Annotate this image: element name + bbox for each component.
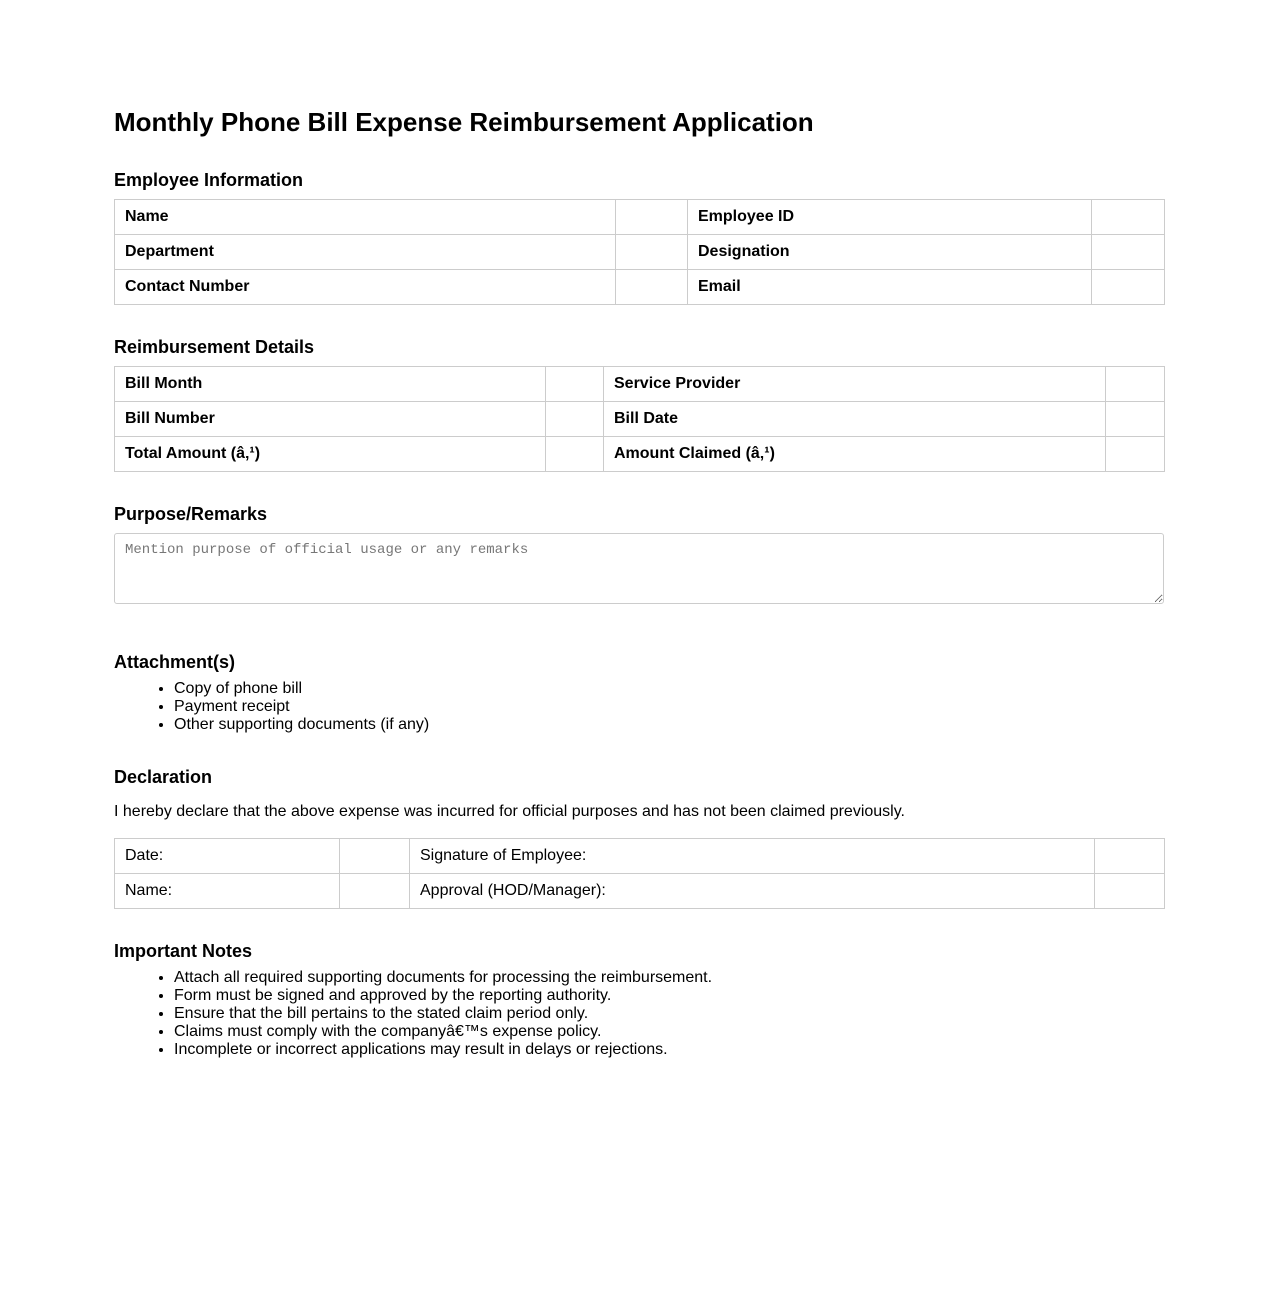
list-item: • Incomplete or incorrect applications may result in delays or rejections. [174,1041,712,1059]
table-row [115,437,1165,472]
contact-number-label: Contact Number [115,270,616,305]
declaration-table [114,838,1165,909]
name-label: Name [115,200,616,235]
page-title: Monthly Phone Bill Expense Reimbursement Application [114,107,814,137]
list-item: • Payment receipt [174,698,429,716]
notes-list [114,969,712,1059]
designation-label: Designation [688,235,1092,270]
purpose-remarks-textarea[interactable] [114,533,1164,604]
signature-value-cell[interactable] [1095,839,1165,874]
purpose-heading: Purpose/Remarks [114,504,268,524]
name-value-cell[interactable] [616,200,688,235]
bill-date-value-cell[interactable] [1106,402,1165,437]
declaration-name-value-cell[interactable] [340,874,410,909]
service-provider-value-cell[interactable] [1106,367,1165,402]
table-row [115,270,1165,305]
table-row [115,200,1165,235]
table-row [115,402,1165,437]
amount-claimed-value-cell[interactable] [1106,437,1165,472]
signature-label: Signature of Employee: [410,839,1095,874]
table-row [115,367,1165,402]
amount-claimed-label: Amount Claimed (â‚¹) [604,437,1106,472]
table-row [115,874,1165,909]
employee-info-table [114,199,1165,305]
bill-month-label: Bill Month [115,367,546,402]
email-label: Email [688,270,1092,305]
bill-date-label: Bill Date [604,402,1106,437]
employee-info-heading: Employee Information [114,170,304,190]
list-item: • Claims must comply with the companyâ€™s expense policy. [174,1023,712,1041]
date-value-cell[interactable] [340,839,410,874]
list-item: • Attach all required supporting documents for processing the reimbursement. [174,969,712,987]
bill-month-value-cell[interactable] [546,367,604,402]
notes-heading: Important Notes [114,941,253,961]
declaration-name-label: Name: [115,874,340,909]
list-item: • Ensure that the bill pertains to the stated claim period only. [174,1005,712,1023]
service-provider-label: Service Provider [604,367,1106,402]
list-item: • Form must be signed and approved by the reporting authority. [174,987,712,1005]
reimbursement-table [114,366,1165,472]
contact-number-value-cell[interactable] [616,270,688,305]
date-label: Date: [115,839,340,874]
attachments-list [114,680,429,734]
approval-label: Approval (HOD/Manager): [410,874,1095,909]
employee-id-label: Employee ID [688,200,1092,235]
designation-value-cell[interactable] [1092,235,1165,270]
email-value-cell[interactable] [1092,270,1165,305]
department-value-cell[interactable] [616,235,688,270]
approval-value-cell[interactable] [1095,874,1165,909]
total-amount-value-cell[interactable] [546,437,604,472]
reimbursement-heading: Reimbursement Details [114,337,315,357]
list-item: • Other supporting documents (if any) [174,716,429,734]
list-item: • Copy of phone bill [174,680,429,698]
bill-number-value-cell[interactable] [546,402,604,437]
table-row [115,235,1165,270]
declaration-heading: Declaration [114,767,213,787]
employee-id-value-cell[interactable] [1092,200,1165,235]
total-amount-label: Total Amount (â‚¹) [115,437,546,472]
declaration-text: I hereby declare that the above expense was incurred for official purposes and has not been claimed previously. [114,803,905,820]
bill-number-label: Bill Number [115,402,546,437]
table-row [115,839,1165,874]
attachments-heading: Attachment(s) [114,652,236,672]
department-label: Department [115,235,616,270]
